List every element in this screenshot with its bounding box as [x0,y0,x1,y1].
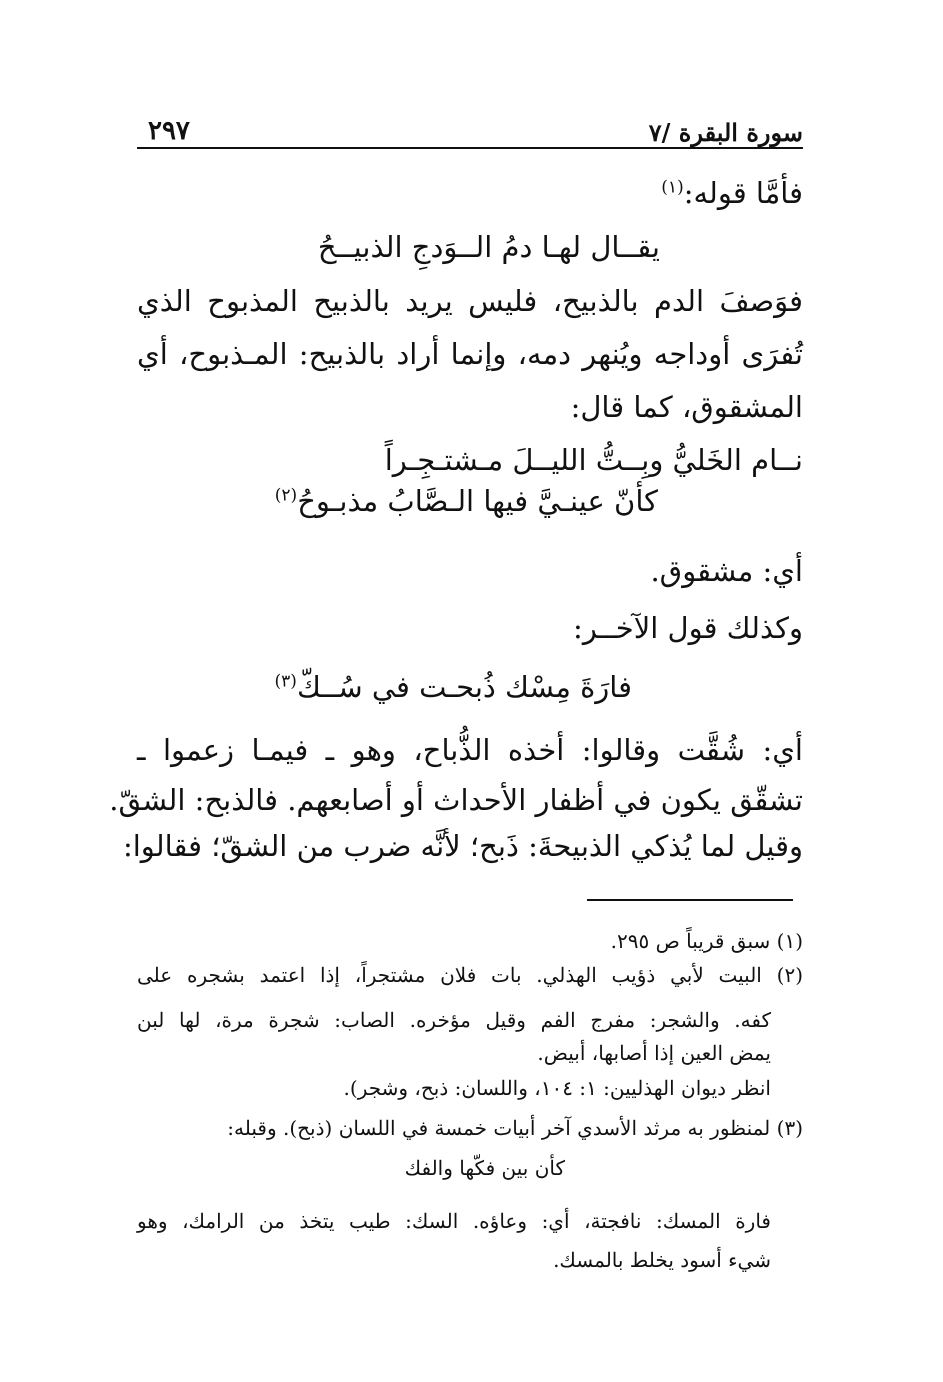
header-rule [137,147,803,149]
page-number: ٢٩٧ [148,116,190,146]
footnote-2-line-2: كفه. والشجر: مفرج الفم وقيل مؤخره. الصاب: شجرة مرة، لها لبن [137,1008,771,1032]
footnote-2-line-3: يمض العين إذا أصابها، أبيض. [537,1041,771,1065]
intro-line [661,176,803,210]
verse-2-second-hemistich [275,484,658,518]
line-kadhalik: وكذلك قول الآخــر: [573,611,803,645]
footnote-separator [587,899,793,901]
para2-line-1: أي: شُقَّت وقالوا: أخذه الذُّباح، وهو ـ فيمـا زعموا ـ [137,733,803,767]
line-ay-mashquq: أي: مشقوق. [650,554,803,588]
verse-3 [275,670,632,704]
footnote-ref-1: (١) [661,177,684,198]
para2-line-2: تشقّق يكون في أظفار الأحداث أو أصابعهم. فالذبح: الشقّ. [109,783,803,817]
para2-line-3: وقيل لما يُذكي الذبيحةَ: ذَبح؛ لأنَّه ضرب من الشقّ؛ فقالوا: [122,829,803,863]
footnote-ref-2: (٢) [274,485,298,506]
verse-2-first-hemistich: نــام الخَليُّ وبِــتُّ الليــلَ مـشتـجِـراً [384,443,803,477]
footnote-1: (١) سبق قريباً ص ٢٩٥. [610,929,803,953]
verse-1: يقــال لهـا دمُ الــوَدجِ الذبيــحُ [317,230,660,264]
footnote-ref-3: (٣) [274,671,297,692]
para1-line-3: المشقوق، كما قال: [570,390,803,424]
para1-line-1: فوَصفَ الدم بالذبيح، فليس يريد بالذبيح المذبوح الذي [137,284,803,318]
footnote-3-verse: كأن بين فكّها والفك [404,1156,565,1180]
running-header-title: سورة البقرة /٧ [648,118,803,147]
intro-text: فأمَّا قوله: [683,176,803,210]
para1-line-2: تُفرَى أوداجه ويُنهر دمه، وإنما أراد بالذبيح: المـذبوح، أي [137,337,803,371]
verse-3-text: فارَةَ مِسْك ذُبحـت في سُــكّ [296,670,632,704]
footnote-2-line-4: انظر ديوان الهذليين: ١: ١٠٤، واللسان: ذبح، وشجر). [343,1076,771,1100]
footnote-3-line-4: شيء أسود يخلط بالمسك. [553,1248,771,1272]
footnote-3-line-1: (٣) لمنظور به مرثد الأسدي آخر أبيات خمسة في اللسان (ذبح). وقبله: [227,1116,803,1140]
footnote-3-line-3: فارة المسك: نافجتة، أي: وعاؤه. السك: طيب يتخذ من الرامك، وهو [137,1209,771,1233]
verse-2-text: كأنّ عينـيَّ فيها الـصَّابُ مذبـوحُ [297,484,658,518]
footnote-2-line-1: (٢) البيت لأبي ذؤيب الهذلي. بات فلان مشتجراً، إذا اعتمد بشجره على [137,963,803,987]
